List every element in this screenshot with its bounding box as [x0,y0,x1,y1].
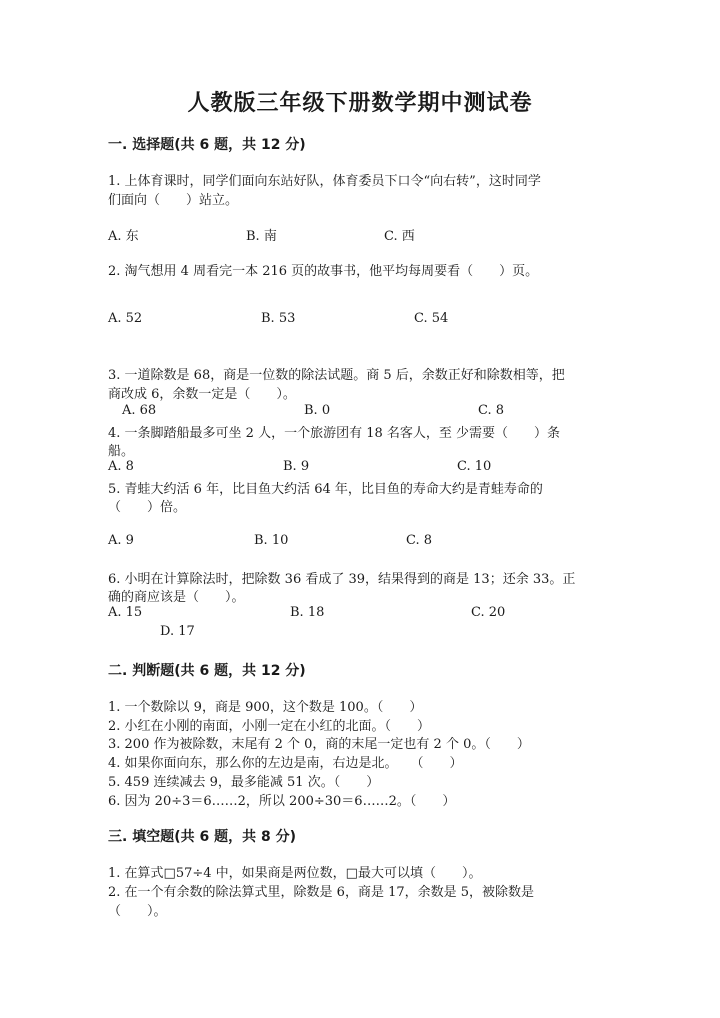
question-2-option-b: B. 53 [261,311,296,326]
judgement-item-4: 4. 如果你面向东，那么你的左边是南，右边是北。 （ ） [108,756,463,771]
question-6-option-b: B. 18 [290,605,325,620]
question-6-line-1: 6. 小明在计算除法时，把除数 36 看成了 39，结果得到的商是 13；还余 33。正 [108,572,576,587]
question-2-option-a: A. 52 [108,311,143,326]
question-3-option-b: B. 0 [304,403,331,418]
judgement-item-1: 1. 一个数除以 9，商是 900，这个数是 100。（ ） [108,700,423,715]
question-3-line-2: 商改成 6，余数一定是（ ）。 [108,387,296,402]
question-1-option-a: A. 东 [108,229,139,244]
judgement-item-5: 5. 459 连续减去 9，最多能减 51 次。（ ） [108,775,380,790]
question-5-option-b: B. 10 [254,533,289,548]
question-5-line-2: （ ）倍。 [108,500,187,515]
question-1-option-b: B. 南 [246,229,277,244]
fill-item-2-line-1: 2. 在一个有余数的除法算式里，除数是 6，商是 17，余数是 5，被除数是 [108,885,535,900]
question-4-option-c: C. 10 [457,459,492,474]
question-3-line-1: 3. 一道除数是 68，商是一位数的除法试题。商 5 后，余数正好和除数相等，把 [108,368,565,383]
question-6-option-c: C. 20 [471,605,506,620]
question-4-option-b: B. 9 [283,459,310,474]
question-6-line-2: 确的商应该是（ ）。 [108,590,245,605]
fill-item-1: 1. 在算式□57÷4 中，如果商是两位数，□最大可以填（ ）。 [108,866,482,881]
question-4-line-1: 4. 一条脚踏船最多可坐 2 人，一个旅游团有 18 名客人，至 少需要（ ）条 [108,426,561,441]
question-1-line-2: 们面向（ ）站立。 [108,193,239,208]
judgement-item-6: 6. 因为 20÷3＝6……2，所以 200÷30＝6……2。（ ） [108,794,456,809]
question-2-option-c: C. 54 [414,311,449,326]
question-1-line-1: 1. 上体育课时，同学们面向东站好队，体育委员下口令“向右转”，这时同学 [108,174,541,189]
fill-item-2-line-2: （ ）。 [108,904,167,919]
judgement-item-2: 2. 小红在小刚的南面，小刚一定在小红的北面。（ ） [108,719,431,734]
question-2-line-1: 2. 淘气想用 4 周看完一本 216 页的故事书，他平均每周要看（ ）页。 [108,264,539,279]
section-heading-choice: 一. 选择题(共 6 题，共 12 分) [108,137,306,153]
question-1-option-c: C. 西 [384,229,415,244]
question-3-option-a: A. 68 [122,403,157,418]
section-heading-judgement: 二. 判断题(共 6 题，共 12 分) [108,663,306,679]
question-4-option-a: A. 8 [108,459,134,474]
question-5-option-c: C. 8 [406,533,433,548]
page-title: 人教版三年级下册数学期中测试卷 [187,91,533,116]
question-6-option-a: A. 15 [108,605,143,620]
question-5-line-1: 5. 青蛙大约活 6 年，比目鱼大约活 64 年，比目鱼的寿命大约是青蛙寿命的 [108,482,543,497]
section-heading-fill-blank: 三. 填空题(共 6 题，共 8 分) [108,829,296,845]
question-3-option-c: C. 8 [478,403,505,418]
question-5-option-a: A. 9 [108,533,134,548]
judgement-item-3: 3. 200 作为被除数，末尾有 2 个 0，商的末尾一定也有 2 个 0。（ ） [108,737,530,752]
question-4-line-2: 船。 [108,444,135,459]
question-6-option-d: D. 17 [160,624,195,639]
